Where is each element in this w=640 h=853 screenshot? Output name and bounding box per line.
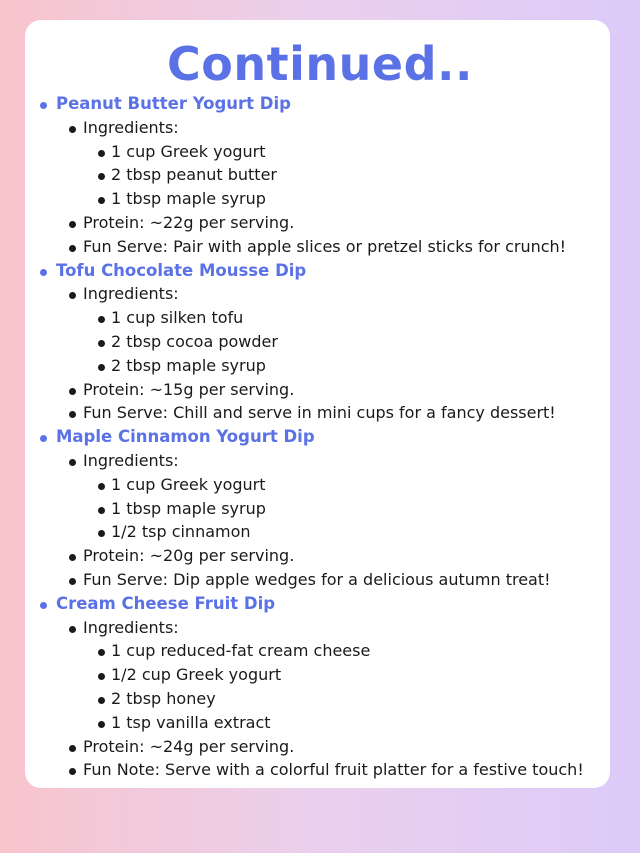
ingredient-item: 1 cup reduced-fat cream cheese <box>0 639 640 663</box>
recipe-heading: Tofu Chocolate Mousse Dip <box>0 259 640 283</box>
recipe-heading: Maple Cinnamon Yogurt Dip <box>0 425 640 449</box>
bullet-icon <box>98 697 105 704</box>
bullet-icon <box>98 507 105 514</box>
serving-note: Fun Serve: Dip apple wedges for a delicious autumn treat! <box>0 568 640 592</box>
bullet-icon <box>69 554 76 561</box>
bullet-icon <box>98 150 105 157</box>
ingredient-item: 1 cup Greek yogurt <box>0 140 640 164</box>
bullet-icon <box>98 673 105 680</box>
ingredients-label: Ingredients: <box>0 282 640 306</box>
ingredient-item: 1/2 tsp cinnamon <box>0 520 640 544</box>
ingredient-item: 2 tbsp maple syrup <box>0 354 640 378</box>
bullet-icon <box>69 745 76 752</box>
bullet-icon <box>98 530 105 537</box>
bullet-icon <box>40 269 47 276</box>
ingredient-item: 2 tbsp cocoa powder <box>0 330 640 354</box>
bullet-icon <box>40 435 47 442</box>
bullet-icon <box>40 602 47 609</box>
bullet-icon <box>98 483 105 490</box>
bullet-icon <box>69 388 76 395</box>
ingredients-label: Ingredients: <box>0 449 640 473</box>
bullet-icon <box>98 364 105 371</box>
bullet-icon <box>69 126 76 133</box>
bullet-icon <box>69 221 76 228</box>
bullet-icon <box>98 173 105 180</box>
serving-note: Fun Serve: Pair with apple slices or pretzel sticks for crunch! <box>0 235 640 259</box>
bullet-icon <box>69 768 76 775</box>
ingredient-item: 1/2 cup Greek yogurt <box>0 663 640 687</box>
protein-info: Protein: ~15g per serving. <box>0 378 640 402</box>
bullet-icon <box>69 626 76 633</box>
ingredient-item: 2 tbsp peanut butter <box>0 163 640 187</box>
bullet-icon <box>69 459 76 466</box>
protein-info: Protein: ~22g per serving. <box>0 211 640 235</box>
bullet-icon <box>98 721 105 728</box>
bullet-icon <box>69 292 76 299</box>
protein-info: Protein: ~20g per serving. <box>0 544 640 568</box>
bullet-icon <box>69 411 76 418</box>
serving-note: Fun Note: Serve with a colorful fruit platter for a festive touch! <box>0 758 640 782</box>
recipe-heading: Peanut Butter Yogurt Dip <box>0 92 640 116</box>
ingredient-item: 1 cup silken tofu <box>0 306 640 330</box>
recipe-list <box>0 92 640 782</box>
ingredients-label: Ingredients: <box>0 116 640 140</box>
ingredients-label: Ingredients: <box>0 616 640 640</box>
bullet-icon <box>98 316 105 323</box>
ingredient-item: 1 tbsp maple syrup <box>0 497 640 521</box>
ingredient-item: 1 tbsp maple syrup <box>0 187 640 211</box>
protein-info: Protein: ~24g per serving. <box>0 735 640 759</box>
serving-note: Fun Serve: Chill and serve in mini cups for a fancy dessert! <box>0 401 640 425</box>
bullet-icon <box>69 578 76 585</box>
bullet-icon <box>40 102 47 109</box>
recipe-heading: Cream Cheese Fruit Dip <box>0 592 640 616</box>
ingredient-item: 2 tbsp honey <box>0 687 640 711</box>
ingredient-item: 1 tsp vanilla extract <box>0 711 640 735</box>
bullet-icon <box>98 197 105 204</box>
page-title: Continued.. <box>167 37 473 91</box>
ingredient-item: 1 cup Greek yogurt <box>0 473 640 497</box>
bullet-icon <box>98 340 105 347</box>
bullet-icon <box>98 649 105 656</box>
bullet-icon <box>69 245 76 252</box>
